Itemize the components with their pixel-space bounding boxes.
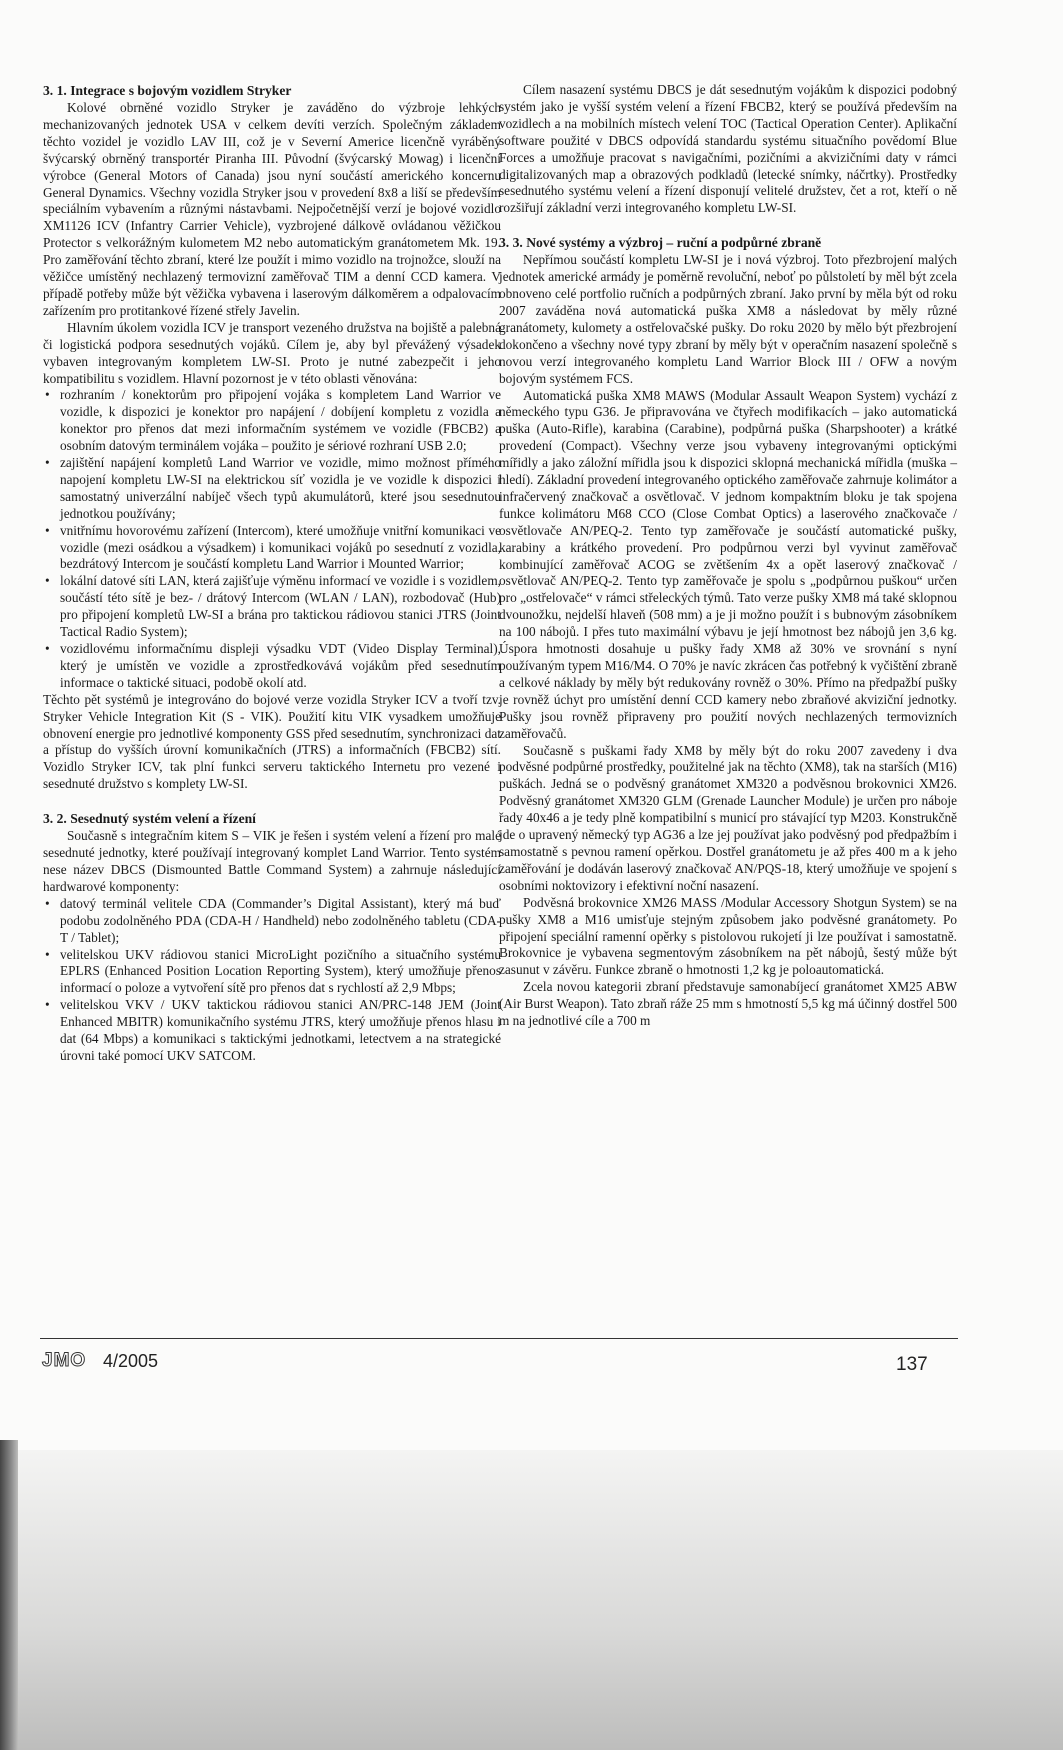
page-number: 137 [896,1354,928,1375]
list-item: • datový terminál velitele CDA (Commander’s Digital Assistant), který má buď podobu zodolněného PDA (CDA-H / Handheld) nebo zodolněného tabletu (CDA-T / Tablet); [60,896,501,947]
footer-rule [40,1338,958,1339]
paragraph: Současně s puškami řady XM8 by měly být do roku 2007 zavedeny i dva podvěsné podpůrné prostředky, použitelné jak na těchto (XM8), tak na starších (M16) puškách. Jedná se o podvěsný granátomet XM320 a podvěsnou brokovnici XM26. Podvěsný granátomet XM320 GLM (Grenade Launcher Module) je určen pro náboje řady 40x46 a je tedy plně kompatibilní s municí pro stávající typ M203. Konstrukčně jde o upravený německý typ AG36 a lze jej používat jako podvěsný pod předpažbím i samostatně s pevnou ramení opěrkou. Dostřel granátometu je až přes 400 m a k jeho zaměřování je dodáván laserový značkovač AN/PQS-18, který umožňuje ve spojení s osobními noktovizory i efektivní noční nasazení. [499,742,957,893]
scan-shadow [0,1450,1063,1750]
journal-logo: JMO [42,1350,87,1371]
issue-number: 4/2005 [103,1351,159,1371]
bullet-list [43,896,501,1065]
section-heading-3-3: 3. 3. Nové systémy a výzbroj – ruční a podpůrné zbraně [499,235,822,251]
left-column [43,82,501,1065]
paragraph: Kolové obrněné vozidlo Stryker je zaváděno do výzbroje lehkých mechanizovaných jednotek USA v celkem devíti verzích. Společným základem těchto vozidel je vozidlo LAV III, což je v Severní Americe licenčně vyráběný švýcarský obrněný transportér Piranha III. Původní (švýcarský Mowag) i licenční výrobce (General Motors of Canada) jsou nyní součástí amerického koncernu General Dynamics. Všechny vozidla Stryker jsou v provedení 8x8 a liší se především speciálním vybavením a různými nástavbami. Nejpočetnější verzí je bojové vozidlo XM1126 ICV (Infantry Carrier Vehicle), vyzbrojené dálkově ovládanou věžičkou Protector s velkorážným kulometem M2 nebo automatickým granátometem Mk. 19. Pro zaměřování těchto zbraní, které lze použít i mimo vozidlo na trojnožce, slouží na věžičce umístěný nechlazený termovizní zaměřovač TIM a denní CCD kamera. V případě potřeby může být věžička vybavena i laserovým dálkoměrem a odpalovacím zařízením pro protitankové řízené střely Javelin. [43,100,501,318]
right-column [499,82,957,1030]
list-item: • zajištění napájení kompletů Land Warrior ve vozidle, mimo možnost přímého napojení kompletu LW-SI na elektrickou síť vozidla je ve vozidle k dispozici i samostatný univerzální nabíječ všech typů akumulátorů, které jsou sesednutou jednotkou používány; [60,455,501,523]
list-item: • rozhraním / konektorům pro připojení vojáka s kompletem Land Warrior ve vozidle, k dispozici je konektor pro napájení / dobíjení kompletu z vozidla a konektor pro přenos dat mezi informačním systémem ve vozidle (FBCB2) a osobním datovým terminálem vojáka – použito je sériové rozhraní USB 2.0; [60,387,501,455]
paragraph: Podvěsná brokovnice XM26 MASS /Modular Accessory Shotgun System) se na pušky XM8 a M16 umisťuje stejným způsobem jako podvěsné granátomety. Po připojení speciální ramenní opěrky s pistolovou rukojetí ji lze používat i samostatně. Brokovnice je vybavena segmentovým zásobníkem na pět nábojů, šestý může být zasunut v závěru. Funkce zbraně o hmotnosti 1,2 kg je poloautomatická. [499,894,957,978]
list-item: • vozidlovému informačnímu displeji výsadku VDT (Video Display Terminal), který je umístěn ve vozidle a zprostředkovává vojákům před sesednutím informace o taktické situaci, podobě okolí atd. [60,641,501,692]
bullet-list [43,387,501,691]
paragraph: Automatická puška XM8 MAWS (Modular Assault Weapon System) vychází z německého typu G36. Je připravována ve čtyřech modifikacích – jako automatická puška (Auto-Rifle), karabina (Carabine), podpůrná puška (Sharpshooter) a krátké provedení (Compact). Všechny verze jsou vybaveny integrovanými optickými mířidly a jako záložní mířidla jsou k dispozici sklopná mechanická mířidla (muška – hledí). Základní provedení integrovaného optického zaměřovače zahrnuje kolimátor a infračervený značkovač a osvětlovač. V jednom kompaktním bloku je tak spojena funkce kolimátoru M68 CCO (Close Combat Optics) a laserového značkovače / osvětlovače AN/PEQ-2. Tento typ zaměřovače je součástí automatické pušky, karabiny a krátkého provedení. Pro podpůrnou verzi byl vyvinut zaměřovač kombinující zaměřovač ACOG se zvětšením 4x a opět laserový značkovač / osvětlovač AN/PEQ-2. Tento typ zaměřovače je spolu s „podpůrnou puškou“ určen pro „ostřelovače“ v rámci střeleckých týmů. Tato verze pušky XM8 má také sklopnou dvounožku, nejdelší hlaveň (508 mm) a je ji možno použít i s bubnovým zásobníkem na 100 nábojů. I přes tuto maximální výbavu je její hmotnost bez nábojů jen 3,6 kg. Úspora hmotnosti dosahuje u pušky řady XM8 až 30% ve srovnání s nyní používaným typem M16/M4. O 70% je navíc zkrácen čas potřebný k vyčištění zbraně a celkové náklady by měly být redukovány rovněž o 30%. Přímo na předpažbí pušky je rovněž úchyt pro umístění denní CCD kamery nebo zbraňové akviziční jednotky. Pušky jsou rovněž připraveny pro použití nových nechlazených termovizních zaměřovačů. [499,387,957,741]
list-item: • lokální datové síti LAN, která zajišťuje výměnu informací ve vozidle i s vozidlem, součástí této sítě je bez- / drátový Intercom (WLAN / LAN), rozbodovač (Hub) pro připojení kompletů LW-SI a brána pro taktickou rádiovou stanici JTRS (Joint Tactical Radio System); [60,573,501,641]
list-item: • velitelskou VKV / UKV taktickou rádiovou stanici AN/PRC-148 JEM (Joint Enhanced MBITR) komunikačního systému JTRS, který umožňuje přenos hlasu i dat (64 Mbps) a komunikaci s taktickými jednotkami, letectvem a na strategické úrovni také pomocí UKV SATCOM. [60,997,501,1065]
spacer [499,217,957,234]
list-item: • vnitřnímu hovorovému zařízení (Intercom), které umožňuje vnitřní komunikaci ve vozidle (mezi osádkou a výsadkem) i komunikaci vojáků po sesednutí z vozidla, bezdrátový Intercom je součástí kompletu Land Warrior i Mounted Warrior; [60,523,501,574]
section-heading-3-1: 3. 1. Integrace s bojovým vozidlem Stryker [43,83,292,98]
paragraph: Zcela novou kategorii zbraní představuje samonabíjecí granátomet XM25 ABW (Air Burst Weapon). Tato zbraň ráže 25 mm s hmotností 5,5 kg má účinný dostřel 500 m na jednotlivé cíle a 700 m [499,979,957,1029]
spacer [43,793,501,810]
paragraph: Nepřímou součástí kompletu LW-SI je i nová výzbroj. Toto přezbrojení malých jednotek americké armády je poměrně revoluční, neboť po půlstoletí by měl být zcela obnoveno celé portfolio ručních a podpůrných zbraní. Jako první by měla být od roku 2007 zaváděna nová automatická puška XM8 a následovat by měly různé granátomety, kulomety a ostřelovačské pušky. Do roku 2020 by mělo být přezbrojení dokončeno a všechny nové typy zbraní by měly být v operačním nasazení společně s novou verzí integrovaného kompletu Land Warrior Block III / OFW a novým bojovým systémem FCS. [499,252,957,386]
paragraph: Současně s integračním kitem S – VIK je řešen i systém velení a řízení pro malé sesednuté jednotky, které používají integrovaný komplet Land Warrior. Tento systém nese název DBCS (Dismounted Battle Command System) a zahrnuje následující hardwarové komponenty: [43,828,501,894]
paragraph: Hlavním úkolem vozidla ICV je transport vezeného družstva na bojiště a palebná či logistická podpora sesednutých vojáků. Cílem je, aby byl převážený výsadek vybaven integrovaným kompletem LW-SI. Proto je nutné zabezpečit i jeho kompatibilitu s vozidlem. Hlavní pozornost je v této oblasti věnována: [43,319,501,386]
list-item: • velitelskou UKV rádiovou stanici MicroLight pozičního a situačního systému EPLRS (Enhanced Position Location Reporting System), který umožňuje přenos informací o poloze a vytvoření sítě pro přenos dat s rychlostí až 2,9 Mbps; [60,947,501,998]
scan-edge [0,1440,18,1750]
paragraph: Cílem nasazení systému DBCS je dát sesednutým vojákům k dispozici podobný systém jako je vyšší systém velení a řízení FBCB2, který se používá především na vozidlech a na mobilních místech velení TOC (Tactical Operation Center). Aplikační software použité v DBCS odpovídá standardu systému situačního povědomí Blue Forces a umožňuje pracovat s navigačními, pozičními a akvizičními daty v rámci digitalizovaných map a obrazových podkladů (letecké snímky, náčrtky). Prostředky sesednutého systému velení a řízení disponují velitelé družstev, čet a rot, kteří o ně rozšiřují základní verzi integrovaného kompletu LW-SI. [499,82,957,216]
paragraph: Těchto pět systémů je integrováno do bojové verze vozidla Stryker ICV a tvoří tzv. Stryker Vehicle Integration Kit (S - VIK). Použití kitu VIK vysadkem umožňuje obnovení energie pro jednotlivé komponenty GSS před sesednutím, synchronizaci dat a přístup do vyšších úrovní komunikačních (JTRS) a informačních (FBCB2) sítí. Vozidlo Stryker ICV, tak plní funkci serveru taktického Internetu pro vezené i sesednuté družstvo s komplety LW-SI. [43,691,501,792]
section-heading-3-2: 3. 2. Sesednutý systém velení a řízení [43,811,256,827]
